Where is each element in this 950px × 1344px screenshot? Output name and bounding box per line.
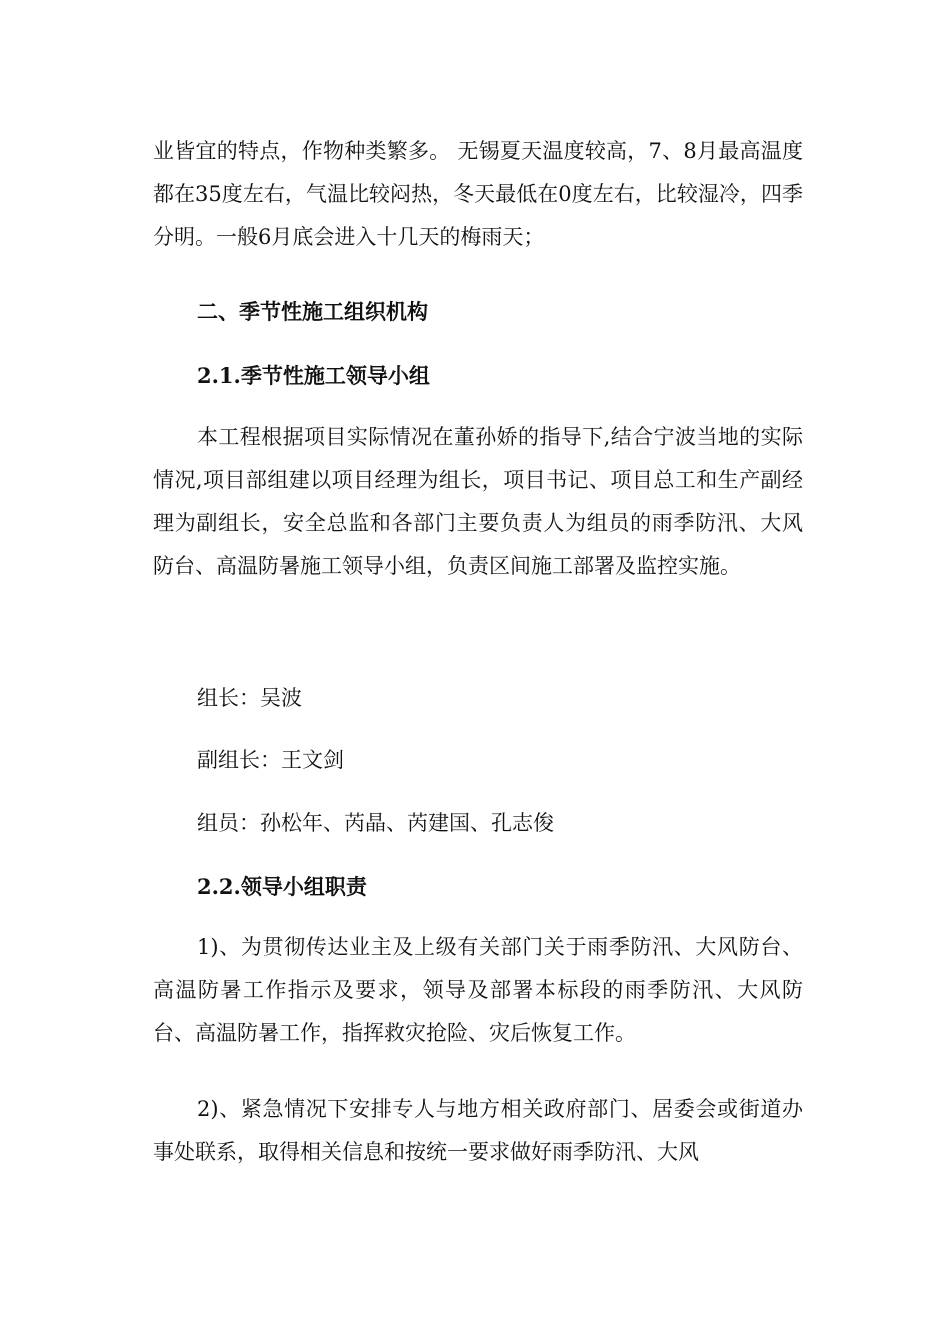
section-heading-2-1: 2.1.季节性施工领导小组 (197, 363, 430, 388)
paragraph-intro (153, 416, 803, 588)
members-line: 组员：孙松年、芮晶、芮建国、孔志俊 (197, 811, 554, 835)
section-heading-2: 二、季节性施工组织机构 (197, 299, 428, 324)
paragraph-text: 本工程根据项目实际情况在董孙娇的指导下,结合宁波当地的实际情况,项目部组建以项目经理为组长，项目书记、项目总工和生产副经理为副组长，安全总监和各部门主要负责人为组员的雨季防汛、大风防台、高温防暑施工领导小组，负责区间施工部署及监控实施。 (153, 425, 803, 578)
leader-line: 组长：吴波 (197, 686, 302, 710)
paragraph-text: 业皆宜的特点，作物种类繁多。 无锡夏天温度较高，7、8月最高温度都在35度左右，气温比较闷热，冬天最低在0度左右，比较湿冷，四季分明。一般6月底会进入十几天的梅雨天； (153, 139, 803, 249)
section-heading-2-2: 2.2.领导小组职责 (197, 874, 367, 899)
paragraph-text: 2)、紧急情况下安排专人与地方相关政府部门、居委会或街道办事处联系，取得相关信息和按统一要求做好雨季防汛、大风 (153, 1097, 803, 1164)
paragraph-duty-2 (153, 1088, 803, 1174)
paragraph-duty-1 (153, 926, 803, 1055)
vice-leader-line: 副组长：王文剑 (197, 748, 344, 772)
paragraph-climate (153, 130, 803, 259)
paragraph-text: 1)、为贯彻传达业主及上级有关部门关于雨季防汛、大风防台、高温防暑工作指示及要求，领导及部署本标段的雨季防汛、大风防台、高温防暑工作，指挥救灾抢险、灾后恢复工作。 (153, 935, 803, 1045)
